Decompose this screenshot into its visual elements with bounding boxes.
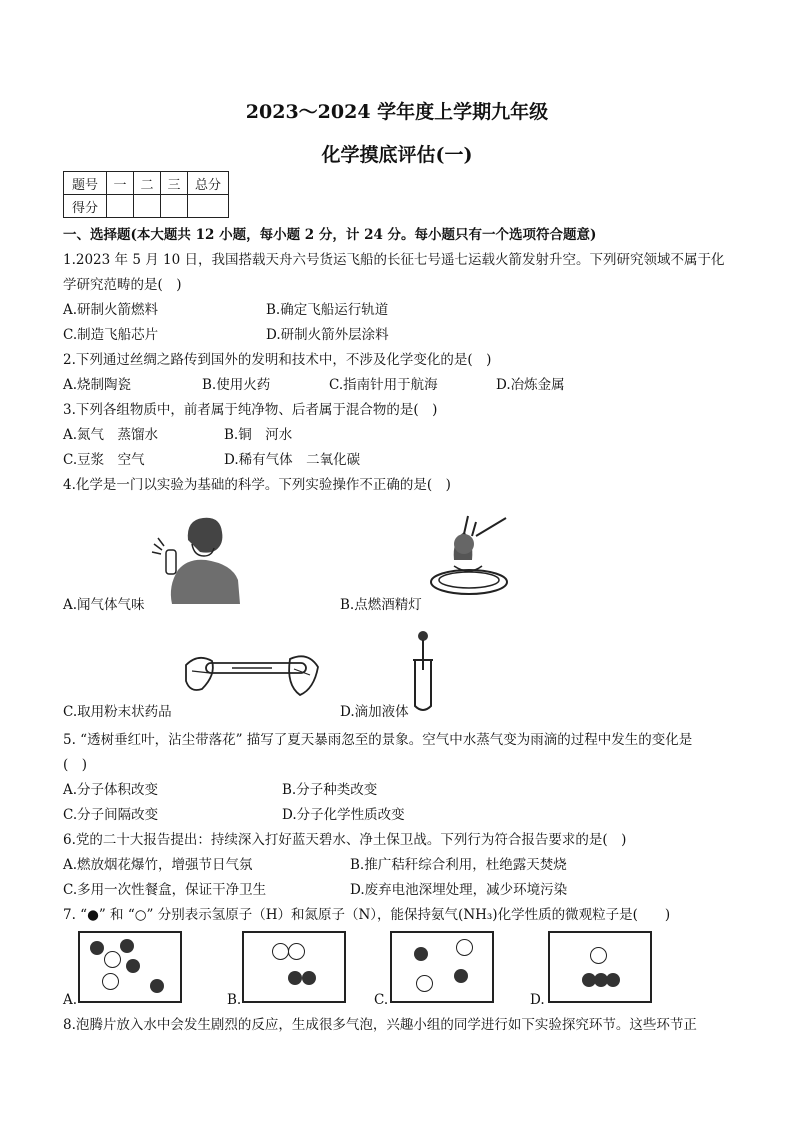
question-6-option-d[interactable]: D.废弃电池深埋处理，减少环境污染 xyxy=(350,882,568,898)
hydrogen-atom xyxy=(606,973,620,987)
molecule-box-a xyxy=(78,931,182,1003)
question-3-option-a[interactable]: A.氮气 蒸馏水 xyxy=(63,427,159,443)
score-table xyxy=(63,171,229,218)
molecule-box-d xyxy=(548,931,652,1003)
question-1-option-b[interactable]: B.确定飞船运行轨道 xyxy=(266,302,389,318)
alcohol-lamp-illustration xyxy=(424,510,514,600)
question-1-stem: 1.2023 年 5 月 10 日，我国搭载天舟六号货运飞船的长征七号遥七运载火箭发射升空。下列研究领域不属于化 xyxy=(63,252,725,268)
nitrogen-atom xyxy=(456,939,473,956)
question-5-stem-cont: ( ) xyxy=(63,757,88,773)
hydrogen-atom xyxy=(90,941,104,955)
page-title: 2023～2024 学年度上学期九年级 xyxy=(245,101,549,123)
nitrogen-atom xyxy=(272,943,289,960)
question-7-option-a[interactable]: A. xyxy=(63,992,78,1008)
question-2-stem: 2.下列通过丝绸之路传到国外的发明和技术中，不涉及化学变化的是( ) xyxy=(63,352,492,368)
question-5-option-d[interactable]: D.分子化学性质改变 xyxy=(282,807,405,823)
table-cell[interactable] xyxy=(161,195,188,218)
hydrogen-atom xyxy=(454,969,468,983)
question-4-option-b[interactable]: B.点燃酒精灯 xyxy=(340,597,422,613)
question-3-option-d[interactable]: D.稀有气体 二氧化碳 xyxy=(224,452,361,468)
question-4-option-d[interactable]: D.滴加液体 xyxy=(340,704,409,720)
table-cell[interactable] xyxy=(107,195,134,218)
question-6-option-b[interactable]: B.推广秸秆综合利用，杜绝露天焚烧 xyxy=(350,857,567,873)
question-3-option-b[interactable]: B.铜 河水 xyxy=(224,427,293,443)
table-cell: 一 xyxy=(107,172,134,195)
dropper-tube-illustration xyxy=(410,630,436,714)
nitrogen-atom xyxy=(288,943,305,960)
table-cell: 总分 xyxy=(188,172,229,195)
question-7-option-c[interactable]: C. xyxy=(374,992,389,1008)
question-6-stem: 6.党的二十大报告提出：持续深入打好蓝天碧水、净土保卫战。下列行为符合报告要求的是( ) xyxy=(63,832,627,848)
question-3-stem: 3.下列各组物质中，前者属于纯净物、后者属于混合物的是( ) xyxy=(63,402,438,418)
question-2-option-a[interactable]: A.烧制陶瓷 xyxy=(63,377,132,393)
table-cell: 三 xyxy=(161,172,188,195)
smell-gas-illustration xyxy=(148,510,244,605)
question-5-option-b[interactable]: B.分子种类改变 xyxy=(282,782,378,798)
question-2-option-c[interactable]: C.指南针用于航海 xyxy=(329,377,438,393)
question-5-option-a[interactable]: A.分子体积改变 xyxy=(63,782,159,798)
page-subtitle: 化学摸底评估(一) xyxy=(321,144,473,166)
nitrogen-atom xyxy=(590,947,607,964)
hydrogen-atom xyxy=(150,979,164,993)
powder-reagent-illustration xyxy=(182,645,322,705)
question-1-option-c[interactable]: C.制造飞船芯片 xyxy=(63,327,159,343)
question-3-option-c[interactable]: C.豆浆 空气 xyxy=(63,452,145,468)
question-2-option-b[interactable]: B.使用火药 xyxy=(202,377,271,393)
section-heading: 一、选择题(本大题共 12 小题，每小题 2 分，计 24 分。每小题只有一个选项符合题意) xyxy=(63,227,597,243)
table-row xyxy=(64,172,229,195)
table-cell: 题号 xyxy=(64,172,107,195)
table-cell: 二 xyxy=(134,172,161,195)
nitrogen-atom xyxy=(102,973,119,990)
table-row xyxy=(64,195,229,218)
question-1-option-d[interactable]: D.研制火箭外层涂料 xyxy=(266,327,389,343)
question-5-option-c[interactable]: C.分子间隔改变 xyxy=(63,807,159,823)
table-cell[interactable] xyxy=(134,195,161,218)
question-4-stem: 4.化学是一门以实验为基础的科学。下列实验操作不正确的是( ) xyxy=(63,477,451,493)
hydrogen-atom xyxy=(414,947,428,961)
question-4-option-c[interactable]: C.取用粉末状药品 xyxy=(63,704,172,720)
question-6-option-c[interactable]: C.多用一次性餐盒，保证干净卫生 xyxy=(63,882,267,898)
question-4-option-a[interactable]: A.闻气体气味 xyxy=(63,597,145,613)
hydrogen-atom xyxy=(120,939,134,953)
hydrogen-atom xyxy=(288,971,302,985)
question-2-option-d[interactable]: D.冶炼金属 xyxy=(496,377,565,393)
question-1-stem-cont: 学研究范畴的是( ) xyxy=(63,277,182,293)
nitrogen-atom xyxy=(416,975,433,992)
table-cell: 得分 xyxy=(64,195,107,218)
question-7-option-d[interactable]: D. xyxy=(530,992,545,1008)
question-5-stem: 5. “透树垂红叶，沾尘带落花” 描写了夏天暴雨忽至的景象。空气中水蒸气变为雨滴的过程中发生的变化是 xyxy=(63,732,693,748)
question-8-stem: 8.泡腾片放入水中会发生剧烈的反应，生成很多气泡，兴趣小组的同学进行如下实验探究环节。这些环节正 xyxy=(63,1017,697,1033)
molecule-box-c xyxy=(390,931,494,1003)
nitrogen-atom xyxy=(104,951,121,968)
molecule-box-b xyxy=(242,931,346,1003)
question-7-stem: 7. “●” 和 “○” 分别表示氢原子（H）和氮原子（N），能保持氨气(NH₃)化学性质的微观粒子是( ) xyxy=(63,907,671,923)
hydrogen-atom xyxy=(126,959,140,973)
question-1-option-a[interactable]: A.研制火箭燃料 xyxy=(63,302,159,318)
hydrogen-atom xyxy=(302,971,316,985)
question-7-option-b[interactable]: B. xyxy=(227,992,242,1008)
table-cell[interactable] xyxy=(188,195,229,218)
question-6-option-a[interactable]: A.燃放烟花爆竹，增强节日气氛 xyxy=(63,857,253,873)
